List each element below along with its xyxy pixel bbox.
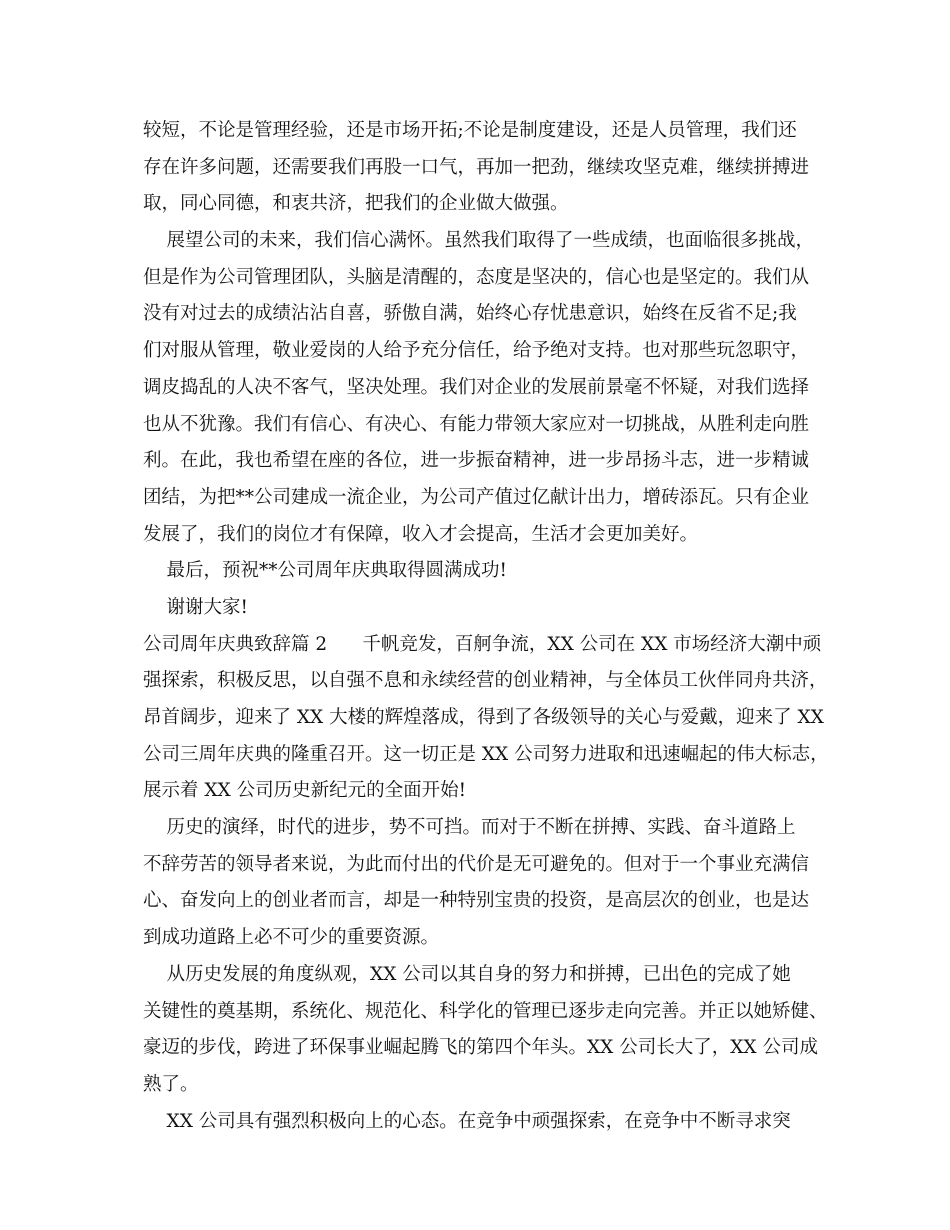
section-heading-line: 公司周年庆典致辞篇 2 千帆竞发，百舸争流，XX 公司在 XX 市场经济大潮中顽 [143,633,822,655]
text-line: 谢谢大家! [143,596,248,618]
document-body [143,113,829,1140]
text-line: 心、奋发向上的创业者而言，却是一种特别宝贵的投资，是高层次的创业，也是达 [143,890,810,912]
text-line: 也从不犹豫。我们有信心、有决心、有能力带领大家应对一切挑战，从胜利走向胜 [143,413,810,435]
text-line: 豪迈的步伐，跨进了环保事业崛起腾飞的第四个年头。XX 公司长大了，XX 公司成 [143,1037,818,1059]
text-line: 到成功道路上必不可少的重要资源。 [143,927,440,949]
text-line: 从历史发展的角度纵观，XX 公司以其自身的努力和拼搏，已出色的完成了她 [143,963,791,985]
text-line: 熟了。 [143,1073,199,1095]
text-line: 但是作为公司管理团队，头脑是清醒的，态度是坚决的，信心也是坚定的。我们从 [143,266,810,288]
text-line: 关键性的奠基期，系统化、规范化、科学化的管理已逐步走向完善。并正以她矫健、 [143,1000,828,1022]
text-line: 们对服从管理，敬业爱岗的人给予充分信任，给予绝对支持。也对那些玩忽职守， [143,340,810,362]
text-line: 不辞劳苦的领导者来说，为此而付出的代价是无可避免的。但对于一个事业充满信 [143,853,810,875]
text-line: 没有对过去的成绩沾沾自喜，骄傲自满，始终心存忧患意识，始终在反省不足;我 [143,303,797,325]
text-line: 调皮捣乱的人决不客气，坚决处理。我们对企业的发展前景毫不怀疑，对我们选择 [143,376,810,398]
text-line: 昂首阔步，迎来了 XX 大楼的辉煌落成，得到了各级领导的关心与爱戴，迎来了 XX [143,707,824,728]
text-line: 最后，预祝**公司周年庆典取得圆满成功! [143,560,507,582]
text-line: 展示着 XX 公司历史新纪元的全面开始! [143,780,467,802]
text-line: 展望公司的未来，我们信心满怀。虽然我们取得了一些成绩，也面临很多挑战， [143,230,815,252]
text-line: 较短，不论是管理经验，还是市场开拓;不论是制度建设，还是人员管理，我们还 [143,120,797,141]
text-line: XX 公司具有强烈积极向上的心态。在竞争中顽强探索，在竞争中不断寻求突 [143,1110,791,1132]
text-line: 历史的演绎，时代的进步，势不可挡。而对于不断在拼搏、实践、奋斗道路上 [143,817,796,839]
text-line: 团结，为把**公司建成一流企业，为公司产值过亿献计出力，增砖添瓦。只有企业 [143,486,810,508]
text-line: 存在许多问题，还需要我们再股一口气，再加一把劲，继续攻坚克难，继续拼搏进 [143,156,810,178]
text-line: 利。在此，我也希望在座的各位，进一步振奋精神，进一步昂扬斗志，进一步精诚 [143,450,810,472]
text-line: 公司三周年庆典的隆重召开。这一切正是 XX 公司努力进取和迅速崛起的伟大标志， [143,743,829,765]
text-line: 发展了，我们的岗位才有保障，收入才会提高，生活才会更加美好。 [143,523,699,545]
text-line: 强探索，积极反思，以自强不息和永续经营的创业精神，与全体员工伙伴同舟共济， [143,670,828,692]
text-line: 取，同心同德，和衷共济，把我们的企业做大做强。 [143,193,569,215]
